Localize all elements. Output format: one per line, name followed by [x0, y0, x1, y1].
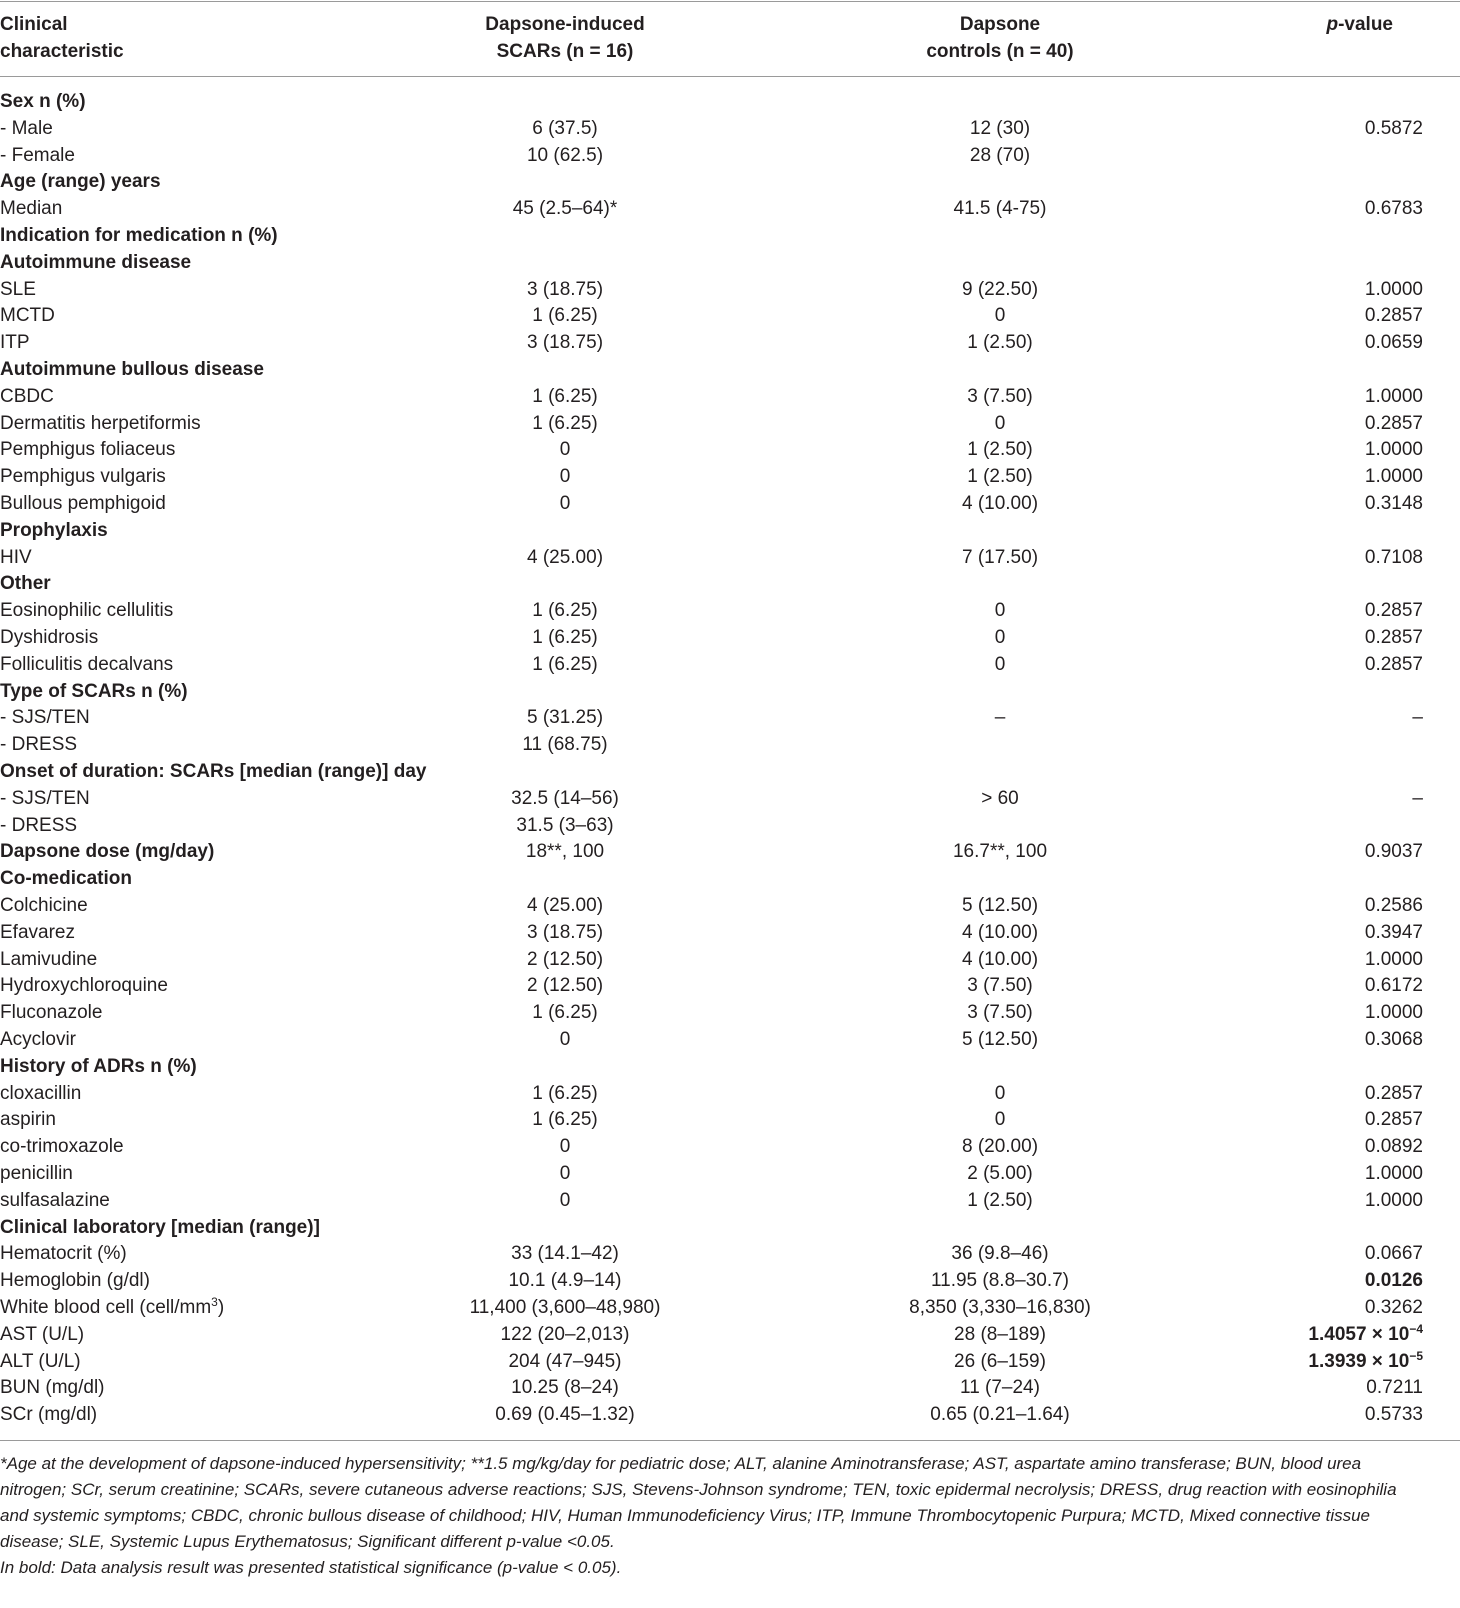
cell-scars: 18**, 100 [525, 841, 605, 862]
cell-scars: 122 (20–2,013) [500, 1324, 630, 1345]
section-heading: Clinical laboratory [median (range)] [0, 1217, 320, 1238]
cell-scars: 4 (25.00) [526, 547, 604, 568]
row-label: Acyclovir [0, 1029, 77, 1050]
cell-controls: 4 (10.00) [961, 922, 1039, 943]
cell-controls: 28 (70) [969, 145, 1031, 166]
header-col2-line1: Dapsone-induced [485, 14, 645, 35]
row-label: cloxacillin [0, 1083, 82, 1104]
row-label: Hemoglobin (g/dl) [0, 1270, 150, 1291]
cell-controls: 5 (12.50) [961, 895, 1039, 916]
cell-scars: 1 (6.25) [532, 1083, 598, 1104]
cell-controls: 0 [994, 600, 1006, 621]
cell-controls: 9 (22.50) [961, 279, 1039, 300]
header-p-rest: -value [1338, 14, 1393, 35]
cell-controls: 11 (7–24) [960, 1377, 1040, 1398]
row-label: SCr (mg/dl) [0, 1404, 98, 1425]
row-label-text: White blood cell (cell/mm [0, 1297, 212, 1318]
cell-scars: 0 [559, 466, 571, 487]
cell-p-value: 1.0000 [1364, 1163, 1423, 1184]
cell-scars: 2 (12.50) [526, 975, 604, 996]
p-value-text: 1.3939 × 10 [1308, 1351, 1410, 1372]
row-label: Dyshidrosis [0, 627, 99, 648]
section-heading: Co-medication [0, 868, 132, 889]
cell-controls: 1 (2.50) [967, 439, 1033, 460]
row-label: Dermatitis herpetiformis [0, 413, 201, 434]
cell-p-value: 0.0659 [1364, 332, 1423, 353]
cell-controls: 36 (9.8–46) [951, 1243, 1049, 1264]
cell-p-value [1160, 1348, 1423, 1375]
top-rule [0, 1, 1460, 2]
cell-controls: 0 [994, 1109, 1006, 1130]
cell-scars: 1 (6.25) [532, 305, 598, 326]
cell-p-value: 0.3148 [1364, 493, 1423, 514]
row-label [0, 1294, 224, 1321]
row-label: - Male [0, 118, 53, 139]
cell-scars: 4 (25.00) [526, 895, 604, 916]
cell-p-value: 0.7108 [1364, 547, 1423, 568]
cell-controls: 12 (30) [969, 118, 1031, 139]
row-label: BUN (mg/dl) [0, 1377, 105, 1398]
cell-controls: 0 [994, 413, 1006, 434]
cell-p-value: 1.0000 [1364, 466, 1423, 487]
row-label: Pemphigus vulgaris [0, 466, 166, 487]
cell-p-value: 0.2857 [1364, 413, 1423, 434]
cell-scars: 0 [559, 493, 571, 514]
cell-controls: 11.95 (8.8–30.7) [930, 1270, 1070, 1291]
cell-scars: 0 [559, 1029, 571, 1050]
cell-scars: 0 [559, 1190, 571, 1211]
row-label: Efavarez [0, 922, 75, 943]
row-label-tail: ) [217, 1297, 225, 1318]
cell-scars: 10.1 (4.9–14) [508, 1270, 622, 1291]
cell-controls: 3 (7.50) [967, 386, 1033, 407]
cell-scars: 33 (14.1–42) [511, 1243, 619, 1264]
row-label: - SJS/TEN [0, 707, 90, 728]
row-label-superscript: 3 [211, 1295, 218, 1309]
cell-scars: 31.5 (3–63) [516, 815, 614, 836]
header-controls [840, 11, 1160, 65]
row-label: Lamivudine [0, 949, 98, 970]
row-label: penicillin [0, 1163, 73, 1184]
cell-scars: 1 (6.25) [532, 386, 598, 407]
section-heading: Autoimmune bullous disease [0, 359, 264, 380]
row-label: Eosinophilic cellulitis [0, 600, 174, 621]
cell-p-value [1160, 1321, 1423, 1348]
cell-p-value: 0.5733 [1364, 1404, 1423, 1425]
cell-p-value: 0.2857 [1364, 1109, 1423, 1130]
section-heading: Type of SCARs n (%) [0, 681, 188, 702]
cell-p-value: 0.6172 [1364, 975, 1423, 996]
cell-scars: 1 (6.25) [532, 1109, 598, 1130]
p-value-exponent: −5 [1409, 1349, 1423, 1363]
footnote-line: In bold: Data analysis result was presented statistical significance (p-value < 0.05). [0, 1558, 622, 1577]
cell-scars: 204 (47–945) [508, 1351, 622, 1372]
section-heading: Sex n (%) [0, 91, 86, 112]
row-label: Colchicine [0, 895, 88, 916]
cell-scars: 0 [559, 439, 571, 460]
header-col3-line2: controls (n = 40) [926, 41, 1074, 62]
cell-scars: 3 (18.75) [526, 279, 604, 300]
bottom-rule [0, 1440, 1460, 1441]
cell-controls: 1 (2.50) [967, 332, 1033, 353]
row-label: Folliculitis decalvans [0, 654, 174, 675]
cell-p-value: 1.0000 [1364, 1190, 1423, 1211]
cell-scars: 0.69 (0.45–1.32) [495, 1404, 635, 1425]
cell-controls: 3 (7.50) [967, 975, 1033, 996]
row-label: - Female [0, 145, 75, 166]
row-label: SLE [0, 279, 36, 300]
row-label: Dapsone dose (mg/day) [0, 841, 215, 862]
cell-scars: 1 (6.25) [532, 1002, 598, 1023]
cell-scars: 10 (62.5) [526, 145, 604, 166]
cell-scars: 5 (31.25) [526, 707, 604, 728]
cell-scars: 10.25 (8–24) [511, 1377, 619, 1398]
header-clinical-characteristic [0, 11, 124, 65]
cell-controls: 26 (6–159) [954, 1351, 1046, 1372]
cell-controls: 8,350 (3,330–16,830) [909, 1297, 1091, 1318]
cell-scars: 2 (12.50) [526, 949, 604, 970]
row-label: aspirin [0, 1109, 56, 1130]
cell-p-value: 0.2586 [1364, 895, 1423, 916]
cell-controls: 41.5 (4-75) [953, 198, 1047, 219]
row-label: - SJS/TEN [0, 788, 90, 809]
row-label: - DRESS [0, 815, 78, 836]
footnote-line: nitrogen; SCr, serum creatinine; SCARs, severe cutaneous adverse reactions; SJS, Stevens-Johnson syndrome; TEN, toxic epidermal necrolysis; DRESS, drug reaction with eosinophilia [0, 1480, 1397, 1499]
cell-scars: 1 (6.25) [532, 413, 598, 434]
cell-p-value: 0.2857 [1364, 627, 1423, 648]
cell-p-value: 0.2857 [1364, 654, 1423, 675]
row-label: sulfasalazine [0, 1190, 110, 1211]
cell-p-value: 1.0000 [1364, 279, 1423, 300]
cell-p-value: 0.5872 [1364, 118, 1423, 139]
cell-scars: 0 [559, 1163, 571, 1184]
header-p-value [1160, 11, 1393, 38]
cell-scars: 3 (18.75) [526, 922, 604, 943]
section-heading: Autoimmune disease [0, 252, 192, 273]
cell-p-value: 0.3947 [1364, 922, 1423, 943]
cell-controls: 0.65 (0.21–1.64) [930, 1404, 1070, 1425]
cell-controls: 28 (8–189) [954, 1324, 1046, 1345]
section-heading: Indication for medication n (%) [0, 225, 278, 246]
cell-scars: 6 (37.5) [532, 118, 598, 139]
header-scars [395, 11, 735, 65]
row-label: ITP [0, 332, 30, 353]
row-label: MCTD [0, 305, 55, 326]
header-col3-line1: Dapsone [959, 14, 1041, 35]
cell-controls: 2 (5.00) [967, 1163, 1033, 1184]
footnote-line: and systemic symptoms; CBDC, chronic bullous disease of childhood; HIV, Human Immunodeficiency Virus; ITP, Immune Thrombocytopenic Purpura; MCTD, Mixed connective tissue [0, 1506, 1371, 1525]
cell-p-value: – [1412, 707, 1423, 728]
cell-p-value: 1.0000 [1364, 386, 1423, 407]
cell-controls: – [994, 707, 1006, 728]
cell-controls: 4 (10.00) [961, 493, 1039, 514]
cell-p-value: 1.0000 [1364, 439, 1423, 460]
cell-scars: 32.5 (14–56) [511, 788, 619, 809]
section-heading: Prophylaxis [0, 520, 108, 541]
cell-p-value: 0.0892 [1364, 1136, 1423, 1157]
p-value-exponent: −4 [1409, 1322, 1423, 1336]
cell-controls: 8 (20.00) [961, 1136, 1039, 1157]
cell-controls: > 60 [981, 788, 1019, 809]
p-value-text: 1.4057 × 10 [1308, 1324, 1410, 1345]
cell-p-value: 0.0126 [1364, 1270, 1423, 1291]
section-heading: Age (range) years [0, 171, 161, 192]
cell-controls: 5 (12.50) [961, 1029, 1039, 1050]
row-label: Hematocrit (%) [0, 1243, 127, 1264]
cell-controls: 7 (17.50) [961, 547, 1039, 568]
row-label: AST (U/L) [0, 1324, 85, 1345]
cell-p-value: – [1412, 788, 1423, 809]
cell-p-value: 0.0667 [1364, 1243, 1423, 1264]
section-heading: History of ADRs n (%) [0, 1056, 197, 1077]
cell-p-value: 0.2857 [1364, 1083, 1423, 1104]
row-label: HIV [0, 547, 32, 568]
cell-controls: 0 [994, 654, 1006, 675]
cell-p-value: 0.7211 [1366, 1377, 1423, 1398]
cell-scars: 0 [559, 1136, 571, 1157]
footnote-line: *Age at the development of dapsone-induced hypersensitivity; **1.5 mg/kg/day for pediatric dose; ALT, alanine Aminotransferase; AST, aspartate amino transferase; BUN, blood urea [0, 1454, 1362, 1473]
cell-scars: 11 (68.75) [522, 734, 608, 755]
cell-p-value: 1.0000 [1364, 949, 1423, 970]
cell-controls: 1 (2.50) [967, 1190, 1033, 1211]
cell-p-value: 0.2857 [1364, 600, 1423, 621]
row-label: - DRESS [0, 734, 78, 755]
cell-controls: 16.7**, 100 [952, 841, 1048, 862]
cell-scars: 1 (6.25) [532, 600, 598, 621]
cell-p-value: 0.6783 [1364, 198, 1423, 219]
cell-controls: 0 [994, 1083, 1006, 1104]
row-label: Hydroxychloroquine [0, 975, 168, 996]
section-heading: Other [0, 573, 51, 594]
cell-scars: 1 (6.25) [532, 627, 598, 648]
row-label: Bullous pemphigoid [0, 493, 166, 514]
header-rule [0, 76, 1460, 77]
footnote [0, 1451, 1460, 1581]
section-heading: Onset of duration: SCARs [median (range)] day [0, 761, 427, 782]
cell-p-value: 0.3262 [1364, 1297, 1423, 1318]
cell-scars: 1 (6.25) [532, 654, 598, 675]
footnote-line: disease; SLE, Systemic Lupus Erythematosus; Significant different p-value <0.05. [0, 1532, 615, 1551]
cell-controls: 3 (7.50) [967, 1002, 1033, 1023]
cell-p-value: 0.9037 [1364, 841, 1423, 862]
header-col2-line2: SCARs (n = 16) [496, 41, 634, 62]
row-label: ALT (U/L) [0, 1351, 81, 1372]
header-p-italic: p [1326, 14, 1339, 35]
row-label: Pemphigus foliaceus [0, 439, 176, 460]
cell-controls: 0 [994, 627, 1006, 648]
cell-scars: 3 (18.75) [526, 332, 604, 353]
cell-controls: 1 (2.50) [967, 466, 1033, 487]
cell-p-value: 0.2857 [1364, 305, 1423, 326]
cell-scars: 11,400 (3,600–48,980) [469, 1297, 661, 1318]
header-col1-line1: Clinical [0, 14, 68, 35]
header-col1-line2: characteristic [0, 41, 124, 62]
cell-p-value: 1.0000 [1364, 1002, 1423, 1023]
cell-controls: 4 (10.00) [961, 949, 1039, 970]
cell-scars: 45 (2.5–64)* [512, 198, 618, 219]
row-label: Fluconazole [0, 1002, 103, 1023]
row-label: co-trimoxazole [0, 1136, 124, 1157]
cell-controls: 0 [994, 305, 1006, 326]
row-label: CBDC [0, 386, 54, 407]
cell-p-value: 0.3068 [1364, 1029, 1423, 1050]
row-label: Median [0, 198, 63, 219]
